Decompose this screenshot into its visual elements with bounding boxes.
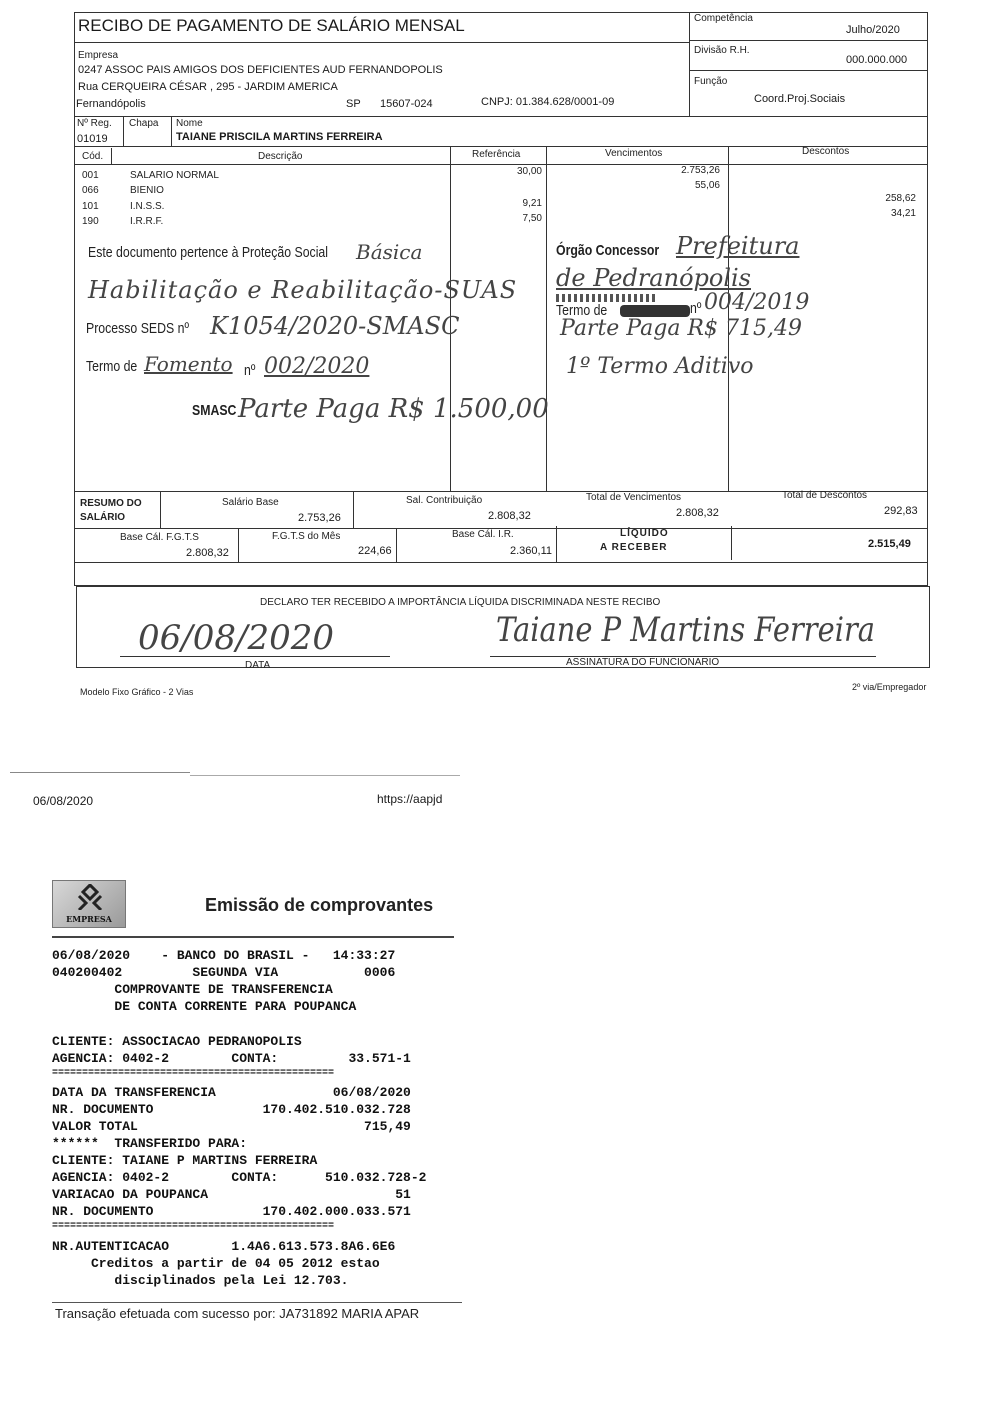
- annotation-hand-habilitacao: Habilitação e Reabilitação-SUAS: [88, 276, 518, 304]
- annotation-termo: Termo de: [86, 358, 138, 375]
- receipt-separator: ===============================================: [52, 1221, 335, 1232]
- payslip-title: RECIBO DE PAGAMENTO DE SALÁRIO MENSAL: [78, 16, 465, 35]
- annotation-processo: Processo SEDS nº: [86, 320, 189, 337]
- divisao-value: 000.000.000: [846, 54, 908, 66]
- scan-artifact-line: [10, 772, 190, 773]
- receipt-line: VALOR TOTAL 715,49: [52, 1119, 411, 1134]
- base-ir-value: 2.360,11: [510, 545, 553, 557]
- item-descto: 258,62: [885, 193, 916, 204]
- competencia-label: Competência: [694, 13, 753, 24]
- empresa-city: Fernandópolis: [76, 98, 146, 110]
- date-handwritten: 06/08/2020: [138, 618, 334, 658]
- col-ref-header: Referência: [472, 149, 521, 160]
- item-descto: 34,21: [890, 208, 916, 219]
- annotation-hand-parte-paga: Parte Paga R$ 1.500,00: [238, 394, 549, 424]
- annotation-termo-right-no: nº: [690, 300, 702, 317]
- receipt-line: 040200402 SEGUNDA VIA 0006: [52, 965, 396, 980]
- empresa-cnpj: CNPJ: 01.384.628/0001-09: [481, 96, 615, 108]
- annotation-hand-termo-right: 004/2019: [704, 290, 810, 315]
- empresa-label: Empresa: [78, 50, 119, 61]
- item-ref: 30,00: [516, 166, 542, 177]
- total-venc-value: 2.808,32: [676, 507, 719, 519]
- receipt-line: NR. DOCUMENTO 170.402.510.032.728: [52, 1102, 411, 1117]
- annotation-hand-pedranopolis: de Pedranópolis: [556, 264, 751, 292]
- annotation-smasc: SMASC: [192, 402, 237, 419]
- receipt-line: CLIENTE: ASSOCIACAO PEDRANOPOLIS: [52, 1034, 302, 1049]
- item-venc: 2.753,26: [681, 165, 720, 176]
- annotation-termo-right: Termo de: [556, 302, 608, 319]
- fgts-mes-label: F.G.T.S do Mês: [272, 531, 341, 542]
- receipt-line: disciplinados pela Lei 12.703.: [52, 1273, 349, 1288]
- item-desc: I.R.R.F.: [130, 216, 164, 227]
- receipt-line: DATA DA TRANSFERENCIA 06/08/2020: [52, 1085, 411, 1100]
- receipt-footer: Transação efetuada com sucesso por: JA731892 MARIA APAR: [55, 1306, 420, 1321]
- bank-logo-text: EMPRESA: [66, 914, 112, 924]
- item-code: 190: [82, 216, 99, 227]
- nreg-value: 01019: [77, 133, 108, 145]
- annotation-hand-basica: Básica: [356, 240, 423, 264]
- col-desc-header: Descrição: [258, 151, 303, 162]
- a-receber-label: A RECEBER: [600, 542, 668, 553]
- empresa-name: 0247 ASSOC PAIS AMIGOS DOS DEFICIENTES AUD FERNANDOPOLIS: [78, 64, 443, 76]
- sal-contrib-value: 2.808,32: [488, 510, 531, 522]
- print-date: 06/08/2020: [33, 794, 94, 808]
- date-label: DATA: [245, 660, 271, 671]
- annotation-hand-aditivo: 1º Termo Aditivo: [566, 354, 754, 379]
- base-ir-label: Base Cál. I.R.: [452, 529, 514, 540]
- sal-contrib-label: Sal. Contribuição: [406, 495, 483, 506]
- divisao-label: Divisão R.H.: [694, 45, 750, 56]
- bank-logo-icon: [75, 884, 105, 910]
- base-fgts-value: 2.808,32: [186, 547, 229, 559]
- competencia-value: Julho/2020: [846, 24, 900, 36]
- salario-base-value: 2.753,26: [298, 512, 341, 524]
- annotation-hand-prefeitura: Prefeitura: [676, 232, 800, 260]
- receipt-separator: ===============================================: [52, 1068, 335, 1079]
- annotation-termo-no: nº: [244, 362, 256, 379]
- receipt-line: AGENCIA: 0402-2 CONTA: 510.032.728-2: [52, 1170, 427, 1185]
- empresa-address: Rua CERQUEIRA CÉSAR , 295 - JARDIM AMERICA: [78, 81, 338, 93]
- item-desc: BIENIO: [130, 185, 164, 196]
- col-cod-header: Cód.: [82, 151, 104, 162]
- annotation-hand-parte-right: Parte Paga R$ 715,49: [560, 316, 802, 341]
- chapa-label: Chapa: [129, 118, 159, 129]
- funcao-label: Função: [694, 76, 728, 87]
- item-desc: SALARIO NORMAL: [130, 170, 219, 181]
- bank-logo: [52, 880, 126, 928]
- fgts-mes-value: 224,66: [358, 545, 392, 557]
- receipt-line: CLIENTE: TAIANE P MARTINS FERREIRA: [52, 1153, 318, 1168]
- empresa-cep: 15607-024: [380, 98, 433, 110]
- funcao-value: Coord.Proj.Sociais: [754, 93, 846, 105]
- item-code: 001: [82, 170, 99, 181]
- resumo-label: RESUMO DO SALÁRIO: [80, 498, 142, 523]
- base-fgts-label: Base Cál. F.G.T.S: [120, 532, 199, 543]
- declaration-text: DECLARO TER RECEBIDO A IMPORTÂNCIA LÍQUIDA DISCRIMINADA NESTE RECIBO: [260, 597, 661, 608]
- annotation-strikeout: [556, 294, 656, 302]
- annotation-protecao: Este documento pertence à Proteção Social: [88, 244, 329, 261]
- nome-label: Nome: [176, 118, 203, 129]
- liquido-value: 2.515,49: [868, 538, 911, 550]
- signature-label: ASSINATURA DO FUNCIONARIO: [566, 657, 720, 668]
- receipt-line: DE CONTA CORRENTE PARA POUPANCA: [52, 999, 357, 1014]
- empresa-state: SP: [346, 98, 361, 110]
- via-note: 2º via/Empregador: [852, 682, 927, 692]
- liquido-label: LÍQUIDO: [620, 528, 669, 539]
- receipt-line: VARIACAO DA POUPANCA 51: [52, 1187, 411, 1202]
- total-venc-label: Total de Vencimentos: [586, 492, 682, 503]
- receipt-line: COMPROVANTE DE TRANSFERENCIA: [52, 982, 333, 997]
- employee-name: TAIANE PRISCILA MARTINS FERREIRA: [176, 131, 383, 143]
- receipt-line: AGENCIA: 0402-2 CONTA: 33.571-1: [52, 1051, 411, 1066]
- annotation-hand-processo: K1054/2020-SMASC: [210, 312, 460, 340]
- item-ref: 7,50: [522, 213, 542, 224]
- receipt-line: NR.AUTENTICACAO 1.4A6.613.573.8A6.6E6: [52, 1239, 396, 1254]
- scan-artifact-line: [190, 775, 460, 776]
- receipt-title: Emissão de comprovantes: [205, 895, 434, 915]
- item-code: 101: [82, 201, 99, 212]
- annotation-hand-termo-num: 002/2020: [264, 354, 370, 379]
- receipt-line: NR. DOCUMENTO 170.402.000.033.571: [52, 1204, 411, 1219]
- item-ref: 9,21: [522, 198, 542, 209]
- total-desc-value: 292,83: [884, 505, 918, 517]
- col-descontos-header: Descontos: [802, 146, 850, 157]
- nreg-label: Nº Reg.: [77, 118, 112, 129]
- total-desc-label: Total de Descontos: [782, 490, 868, 501]
- model-note: Modelo Fixo Gráfico - 2 Vias: [80, 687, 194, 697]
- item-venc: 55,06: [694, 180, 720, 191]
- col-venc-header: Vencimentos: [605, 148, 663, 159]
- item-code: 066: [82, 185, 99, 196]
- annotation-orgao: Órgão Concessor: [556, 242, 660, 259]
- receipt-line: Creditos a partir de 04 05 2012 estao: [52, 1256, 380, 1271]
- signature: Taiane P Martins Ferreira: [496, 610, 875, 650]
- print-url: https://aapjd: [377, 792, 443, 806]
- item-desc: I.N.S.S.: [130, 201, 165, 212]
- annotation-hand-fomento: Fomento: [144, 352, 233, 376]
- salario-base-label: Salário Base: [222, 497, 279, 508]
- receipt-line: 06/08/2020 - BANCO DO BRASIL - 14:33:27: [52, 948, 396, 963]
- receipt-line: ****** TRANSFERIDO PARA:: [52, 1136, 248, 1151]
